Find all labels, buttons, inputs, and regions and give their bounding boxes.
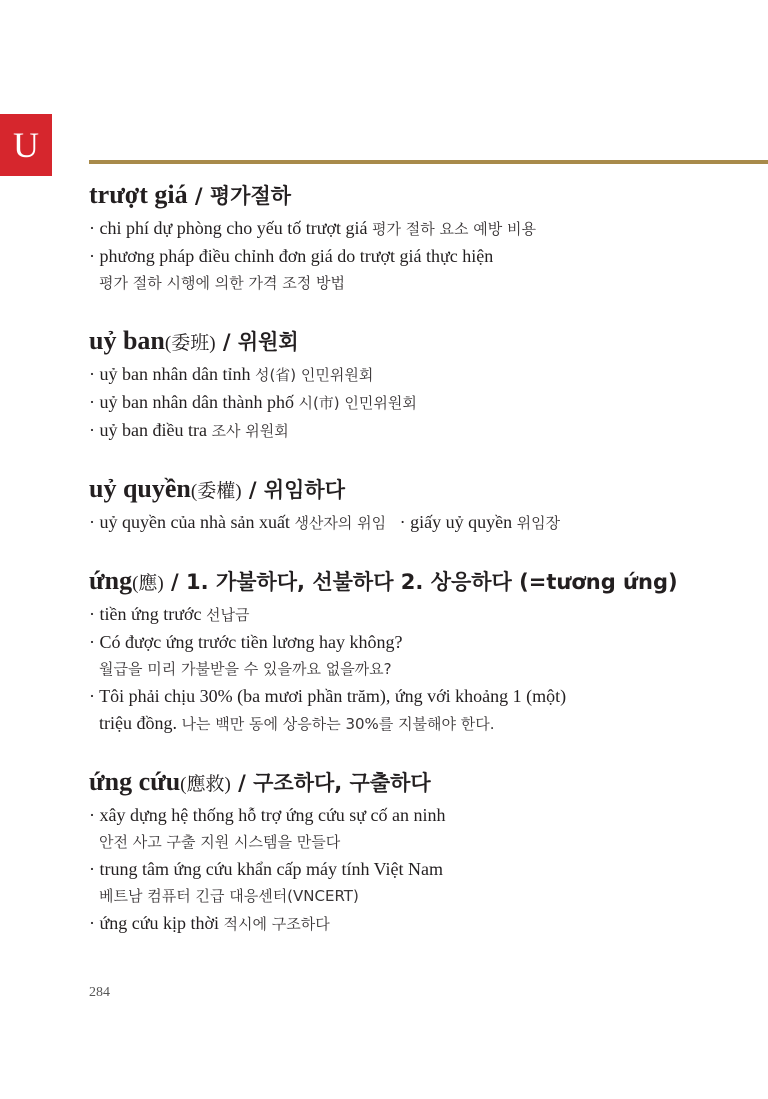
example-line: [89, 215, 749, 243]
example-ko: 시(市) 인민위원회: [298, 394, 417, 412]
headword-hanja: (委班): [164, 333, 216, 354]
headword-meaning: / 위임하다: [241, 478, 345, 502]
example-vi: · phương pháp điều chỉnh đơn giá do trượt giá thực hiện: [89, 246, 494, 266]
example-ko: 월급을 미리 가불받을 수 있을까요 없을까요?: [99, 660, 392, 678]
example-ko: 성(省) 인민위원회: [254, 366, 374, 384]
headword: [89, 564, 749, 601]
example-vi: · chi phí dự phòng cho yếu tố trượt giá: [89, 218, 372, 238]
example-vi: · xây dựng hệ thống hỗ trợ ứng cứu sự cố an ninh: [89, 805, 446, 825]
example-vi: · tiền ứng trước: [89, 604, 206, 624]
example-vi: · uỷ ban nhân dân tỉnh: [89, 364, 255, 384]
dictionary-content: [89, 178, 749, 938]
example-line: [89, 802, 749, 829]
headword-hanja: (委權): [190, 481, 242, 502]
headword-meaning: / 위원회: [215, 330, 299, 354]
example-line: [89, 856, 749, 883]
example-vi: · uỷ ban nhân dân thành phố: [89, 392, 299, 412]
example-line: [89, 417, 749, 445]
headword-text: ứng: [89, 566, 133, 595]
example-translation: [99, 656, 749, 683]
entry-truot-gia: [89, 178, 749, 297]
headword-text: trượt giá: [89, 180, 188, 209]
example-ko: 안전 사고 구출 지원 시스템을 만들다: [99, 833, 341, 851]
headword: [89, 178, 749, 215]
example-vi: · Tôi phải chịu 30% (ba mươi phần trăm), ứng với khoảng 1 (một): [89, 686, 567, 706]
example-vi: · uỷ ban điều tra: [89, 420, 212, 440]
example-ko: 조사 위원회: [211, 422, 289, 440]
example-vi: · Có được ứng trước tiền lương hay không?: [89, 632, 403, 652]
example-translation: [99, 829, 749, 856]
headword-hanja: (應救): [180, 774, 231, 795]
example-vi: · uỷ quyền của nhà sản xuất: [89, 512, 295, 532]
entry-uy-quyen: [89, 472, 749, 537]
section-divider: [89, 160, 768, 164]
example-vi: · trung tâm ứng cứu khẩn cấp máy tính Việt Nam: [89, 859, 444, 879]
headword-meaning: / 평가절하: [187, 184, 292, 208]
example-ko: 베트남 컴퓨터 긴급 대응센터(VNCERT): [99, 887, 359, 905]
headword-meaning: / 구조하다, 구출하다: [230, 771, 431, 795]
example-ko: 생산자의 위임: [294, 514, 387, 532]
headword-text: ứng cứu: [89, 767, 181, 796]
example-translation: [99, 710, 749, 738]
example-ko: 선납금: [206, 606, 250, 624]
entry-uy-ban: [89, 324, 749, 445]
page-number: 284: [89, 985, 110, 1000]
headword-text: uỷ ban: [89, 326, 165, 355]
example-vi: · giấy uỷ quyền: [386, 512, 517, 532]
example-line: [89, 243, 749, 270]
example-ko: 나는 백만 동에 상응하는 30%를 지불해야 한다.: [181, 715, 495, 733]
headword-meaning: / 1. 가불하다, 선불하다 2. 상응하다 (=tương ứng): [163, 570, 678, 594]
example-ko: 위임장: [516, 514, 561, 532]
headword: [89, 324, 749, 361]
example-vi: triệu đồng.: [99, 713, 182, 733]
example-line: [89, 910, 749, 938]
example-translation: [99, 883, 749, 910]
example-translation: [99, 270, 749, 297]
headword-text: uỷ quyền: [89, 474, 191, 503]
example-line: [89, 601, 749, 629]
example-vi: · ứng cứu kịp thời: [89, 913, 224, 933]
example-line: [89, 509, 749, 537]
headword: [89, 765, 749, 802]
example-line: [89, 683, 749, 710]
example-line: [89, 361, 749, 389]
headword-hanja: (應): [132, 573, 164, 594]
example-ko: 적시에 구조하다: [223, 915, 330, 933]
entry-ung-cuu: [89, 765, 749, 938]
example-line: [89, 629, 749, 656]
headword: [89, 472, 749, 509]
section-tab: U: [0, 114, 52, 176]
example-ko: 평가 절하 시행에 의한 가격 조정 방법: [99, 274, 345, 292]
entry-ung: [89, 564, 749, 738]
example-ko: 평가 절하 요소 예방 비용: [371, 220, 536, 238]
example-line: [89, 389, 749, 417]
